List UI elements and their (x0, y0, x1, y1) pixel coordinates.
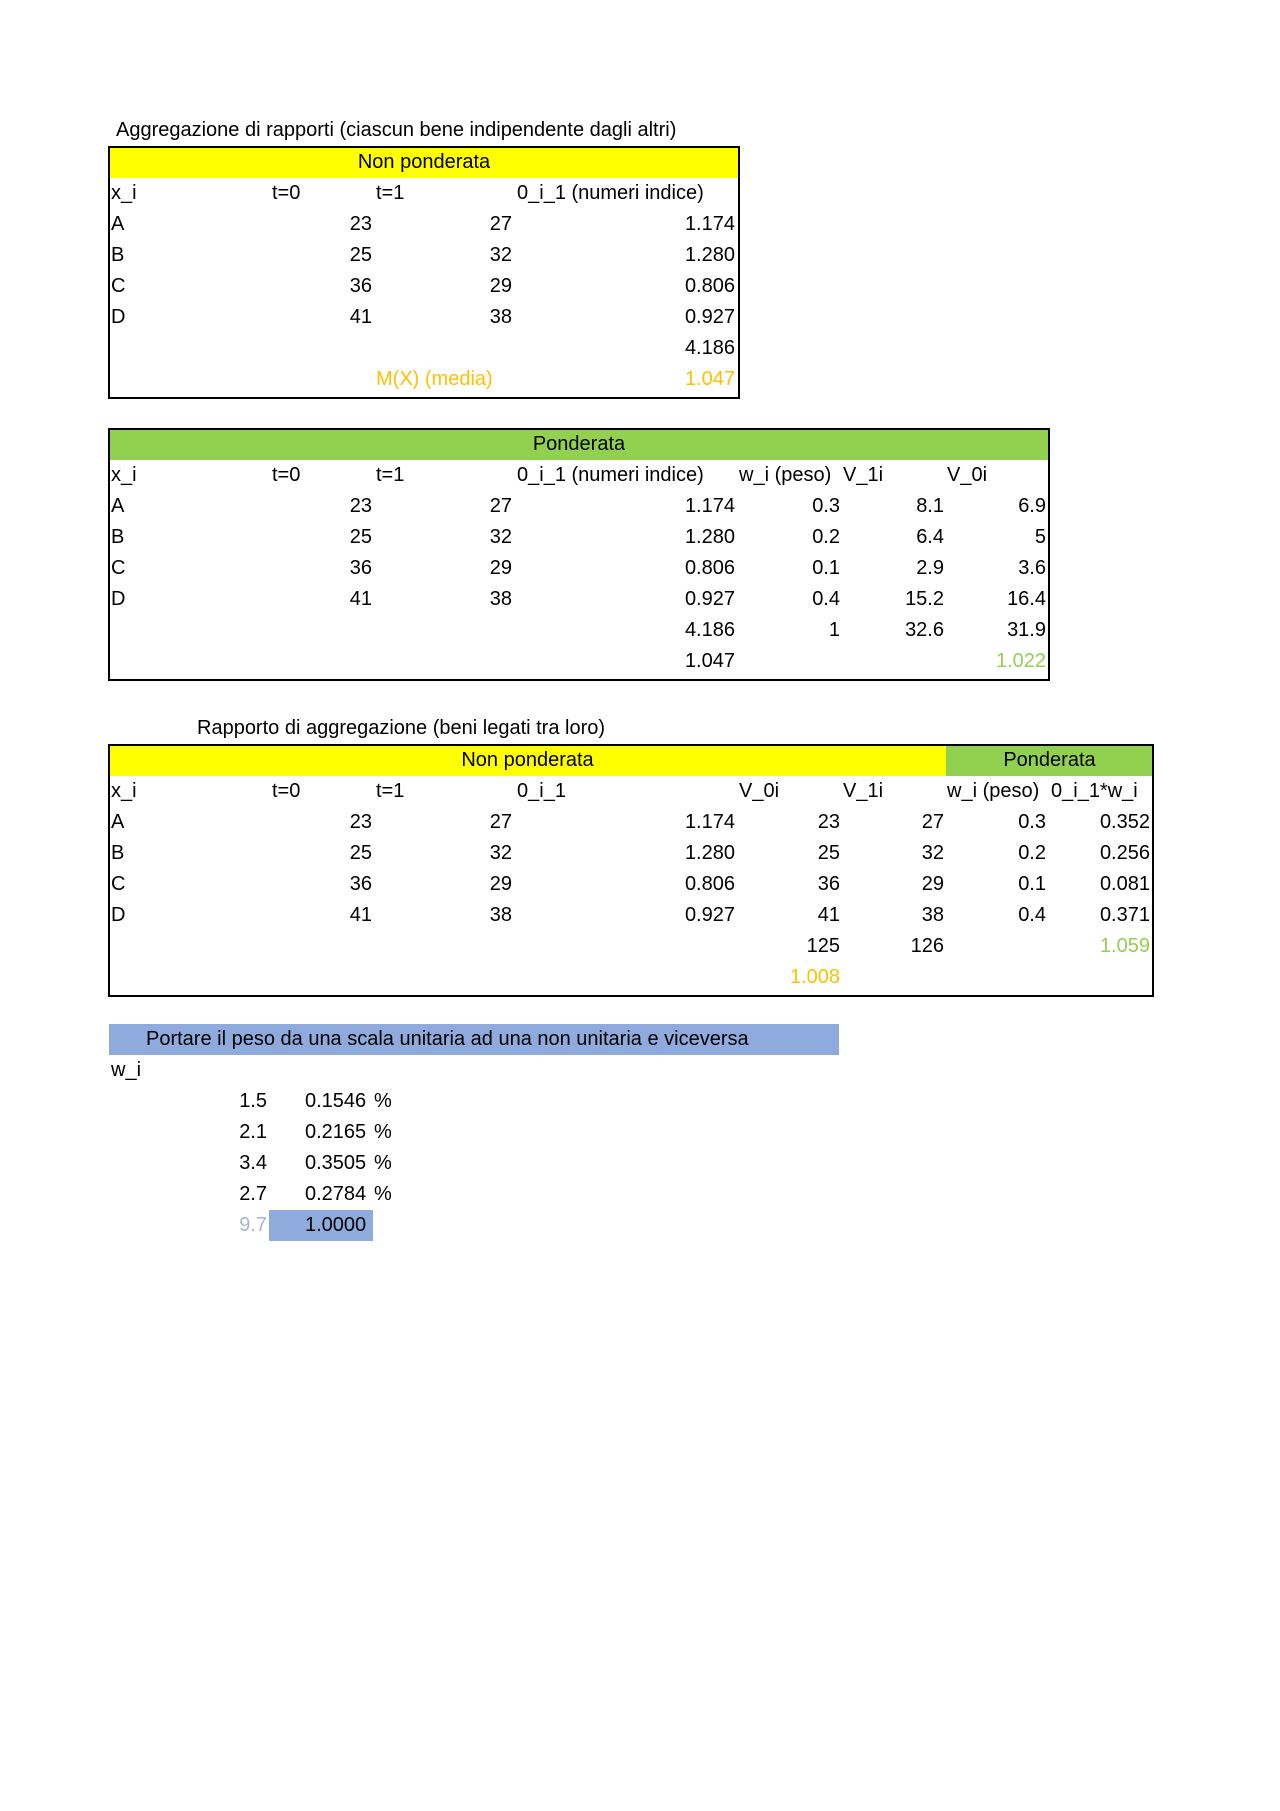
s2-header-w: w_i (peso) (739, 464, 832, 486)
s2-header-t1: t=1 (376, 464, 405, 486)
s3-cell-t1: 32 (489, 842, 512, 864)
s2-total-v1: 32.6 (905, 619, 944, 641)
s1-cell-idx: 0.927 (684, 306, 735, 328)
s3-cell-v1: 32 (921, 842, 944, 864)
s1-header-idx: 0_i_1 (numeri indice) (517, 182, 704, 204)
s1-cell-t1: 32 (489, 244, 512, 266)
s3-cell-v1: 29 (921, 873, 944, 895)
section2-band-label: Ponderata (532, 433, 626, 455)
s4-cell-unit: % (374, 1152, 392, 1174)
s3-header-v1: V_1i (843, 780, 884, 802)
s4-cell-pct: 0.2784 (305, 1183, 367, 1205)
section3-band-left-label: Non ponderata (461, 749, 594, 771)
s3-cell-idx: 1.174 (684, 811, 735, 833)
s3-cell-w: 0.3 (1018, 811, 1046, 833)
s4-cell-unit: % (374, 1090, 392, 1112)
s2-cell-x: D (111, 588, 126, 610)
s3-cell-w: 0.2 (1018, 842, 1046, 864)
s3-header-idx: 0_i_1 (517, 780, 566, 802)
s1-cell-t0: 41 (349, 306, 372, 328)
s3-cell-idx: 0.927 (684, 904, 735, 926)
s4-total-pct: 1.0000 (305, 1214, 367, 1236)
s2-cell-t1: 38 (489, 588, 512, 610)
section3-band-right-label: Ponderata (1003, 749, 1096, 771)
s4-cell-pct: 0.1546 (305, 1090, 367, 1112)
s2-total-idx: 4.186 (684, 619, 735, 641)
s1-cell-idx: 0.806 (684, 275, 735, 297)
s2-final-result: 1.022 (995, 650, 1046, 672)
s1-cell-t0: 36 (349, 275, 372, 297)
s3-cell-p: 0.371 (1099, 904, 1150, 926)
s3-cell-t0: 36 (349, 873, 372, 895)
s3-cell-x: C (111, 873, 126, 895)
s3-cell-t1: 29 (489, 873, 512, 895)
s2-cell-v1: 8.1 (916, 495, 944, 517)
s2-total-v0: 31.9 (1007, 619, 1046, 641)
s2-cell-idx: 1.280 (684, 526, 735, 548)
s3-header-t0: t=0 (272, 780, 301, 802)
s2-cell-v1: 2.9 (916, 557, 944, 579)
s3-total-v0: 125 (806, 935, 840, 957)
s3-cell-v1: 38 (921, 904, 944, 926)
s2-cell-idx: 1.174 (684, 495, 735, 517)
s3-cell-p: 0.081 (1099, 873, 1150, 895)
s2-cell-w: 0.3 (812, 495, 840, 517)
s3-cell-idx: 0.806 (684, 873, 735, 895)
s3-cell-x: A (111, 811, 125, 833)
s2-cell-x: C (111, 557, 126, 579)
s3-total-p: 1.059 (1099, 935, 1150, 957)
s3-cell-v1: 27 (921, 811, 944, 833)
s2-cell-t0: 25 (349, 526, 372, 548)
s2-cell-w: 0.4 (812, 588, 840, 610)
s3-cell-t0: 25 (349, 842, 372, 864)
s3-ratio: 1.008 (789, 966, 840, 988)
s4-cell-w: 2.7 (239, 1183, 267, 1205)
s4-cell-w: 3.4 (239, 1152, 267, 1174)
s4-cell-w: 2.1 (239, 1121, 267, 1143)
s3-cell-p: 0.256 (1099, 842, 1150, 864)
s1-cell-t1: 27 (489, 213, 512, 235)
s1-cell-t1: 38 (489, 306, 512, 328)
s1-cell-idx: 1.280 (684, 244, 735, 266)
s2-header-xi: x_i (111, 464, 137, 486)
s3-header-v0: V_0i (739, 780, 780, 802)
s3-total-v1: 126 (910, 935, 944, 957)
s1-cell-x: C (111, 275, 126, 297)
section4-title: Portare il peso da una scala unitaria ad una non unitaria e viceversa (146, 1028, 749, 1050)
s3-cell-v0: 36 (817, 873, 840, 895)
section3-title: Rapporto di aggregazione (beni legati tra loro) (197, 717, 606, 739)
s1-mean-value: 1.047 (684, 368, 735, 390)
s2-final-idx: 1.047 (684, 650, 735, 672)
s3-cell-v0: 25 (817, 842, 840, 864)
s2-cell-idx: 0.927 (684, 588, 735, 610)
s2-cell-v1: 15.2 (905, 588, 944, 610)
s2-cell-v0: 5 (1034, 526, 1046, 548)
s3-cell-v0: 23 (817, 811, 840, 833)
s3-cell-x: B (111, 842, 125, 864)
s2-cell-t0: 41 (349, 588, 372, 610)
s2-cell-t0: 36 (349, 557, 372, 579)
s1-cell-t0: 25 (349, 244, 372, 266)
s3-cell-t1: 38 (489, 904, 512, 926)
s1-cell-x: D (111, 306, 126, 328)
s1-sum: 4.186 (684, 337, 735, 359)
section1-band-label: Non ponderata (357, 151, 491, 173)
s4-cell-unit: % (374, 1183, 392, 1205)
s1-cell-x: A (111, 213, 125, 235)
s3-cell-t0: 41 (349, 904, 372, 926)
s4-label: w_i (111, 1059, 142, 1081)
s2-header-t0: t=0 (272, 464, 301, 486)
s1-header-t0: t=0 (272, 182, 301, 204)
s4-cell-pct: 0.2165 (305, 1121, 367, 1143)
s1-header-t1: t=1 (376, 182, 405, 204)
s3-cell-w: 0.1 (1018, 873, 1046, 895)
s4-total-w: 9.7 (239, 1214, 267, 1236)
s3-header-w: w_i (peso) (947, 780, 1040, 802)
s2-cell-t1: 29 (489, 557, 512, 579)
s4-cell-unit: % (374, 1121, 392, 1143)
section1-title: Aggregazione di rapporti (ciascun bene indipendente dagli altri) (116, 119, 677, 141)
s3-header-t1: t=1 (376, 780, 405, 802)
s2-cell-w: 0.2 (812, 526, 840, 548)
s3-cell-x: D (111, 904, 126, 926)
s2-cell-v0: 16.4 (1007, 588, 1046, 610)
s1-cell-idx: 1.174 (684, 213, 735, 235)
s1-cell-x: B (111, 244, 125, 266)
s2-cell-t0: 23 (349, 495, 372, 517)
s3-cell-t0: 23 (349, 811, 372, 833)
s4-cell-w: 1.5 (239, 1090, 267, 1112)
s2-cell-v0: 3.6 (1018, 557, 1046, 579)
s2-cell-t1: 32 (489, 526, 512, 548)
s2-cell-w: 0.1 (812, 557, 840, 579)
s3-header-xi: x_i (111, 780, 137, 802)
s1-mean-label: M(X) (media) (376, 368, 493, 390)
s2-header-v1: V_1i (843, 464, 884, 486)
s2-cell-t1: 27 (489, 495, 512, 517)
s3-cell-p: 0.352 (1099, 811, 1150, 833)
s1-header-xi: x_i (111, 182, 137, 204)
s2-cell-v1: 6.4 (916, 526, 944, 548)
s3-cell-v0: 41 (817, 904, 840, 926)
s2-header-v0: V_0i (947, 464, 988, 486)
s2-cell-idx: 0.806 (684, 557, 735, 579)
s1-cell-t0: 23 (349, 213, 372, 235)
s2-header-idx: 0_i_1 (numeri indice) (517, 464, 704, 486)
s2-cell-v0: 6.9 (1018, 495, 1046, 517)
s2-cell-x: B (111, 526, 125, 548)
s3-cell-idx: 1.280 (684, 842, 735, 864)
s4-cell-pct: 0.3505 (305, 1152, 367, 1174)
s2-total-w: 1 (828, 619, 840, 641)
s2-cell-x: A (111, 495, 125, 517)
s3-cell-t1: 27 (489, 811, 512, 833)
s3-cell-w: 0.4 (1018, 904, 1046, 926)
s1-cell-t1: 29 (489, 275, 512, 297)
s3-header-p: 0_i_1*w_i (1051, 780, 1138, 802)
